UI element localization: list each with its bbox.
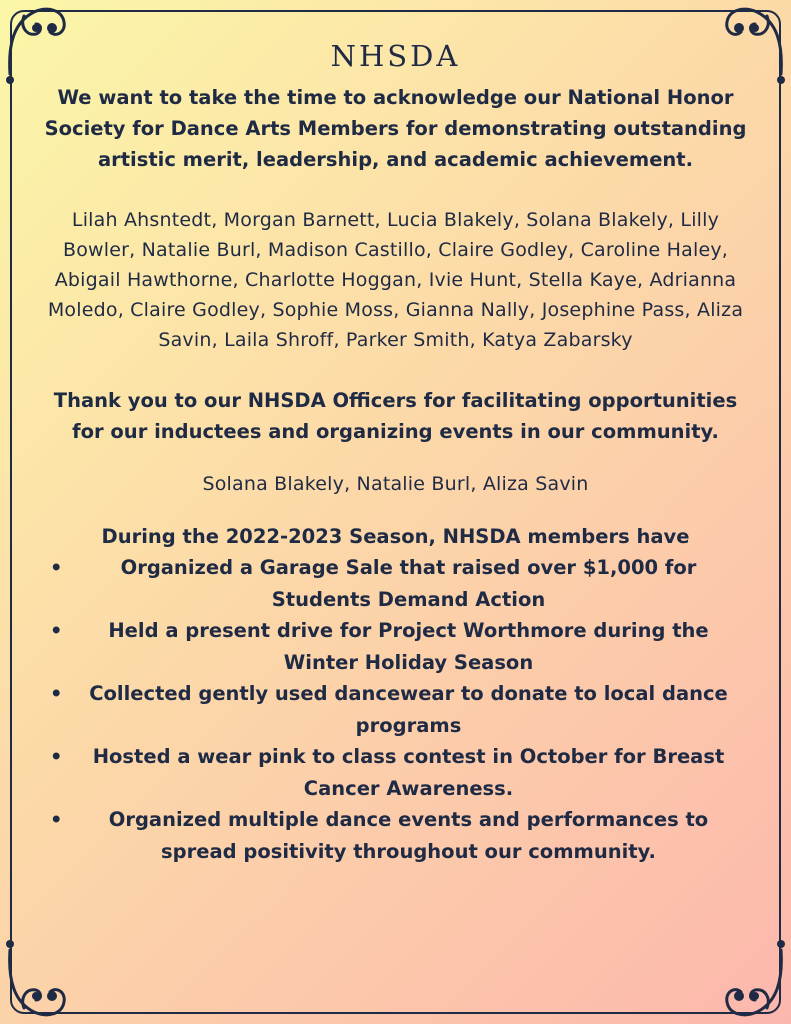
intro-text: We want to take the time to acknowledge our National Honor Society for Dance Arts Members for demonstrating outstanding artistic merit, leadership, and academic achievement. [44, 86, 747, 171]
flyer-content [40, 36, 751, 867]
officers-heading: Thank you to our NHSDA Officers for facilitating opportunities for our inductees and organizing events in our community. [53, 389, 738, 443]
flourish-corner-icon [707, 940, 787, 1020]
bullet-icon: • [50, 619, 63, 642]
list-item: • Held a present drive for Project Worthmore during the Winter Holiday Season [40, 615, 751, 678]
bullet-icon: • [50, 682, 63, 705]
accomplishments-list [40, 552, 751, 867]
list-item: • Organized a Garage Sale that raised over $1,000 for Students Demand Action [40, 552, 751, 615]
bullet-icon: • [50, 745, 63, 768]
season-heading: During the 2022-2023 Season, NHSDA members have [101, 525, 690, 548]
list-item: • Collected gently used dancewear to donate to local dance programs [40, 678, 751, 741]
page-title: NHSDA [330, 39, 461, 73]
bullet-icon: • [50, 556, 63, 579]
list-item: • Organized multiple dance events and performances to spread positivity throughout our community. [40, 804, 751, 867]
members-list: Lilah Ahsntedt, Morgan Barnett, Lucia Blakely, Solana Blakely, Lilly Bowler, Natalie Burl, Madison Castillo, Claire Godley, Caroline Haley, Abigail Hawthorne, Charlotte Hoggan, Ivie Hunt, Stella Kaye, Adrianna Moledo, Claire Godley, Sophie Moss, Gianna Nally, Josephine Pass, Aliza Savin, Laila Shroff, Parker Smith, Katya Zabarsky [47, 209, 744, 351]
list-item: • Hosted a wear pink to class contest in October for Breast Cancer Awareness. [40, 741, 751, 804]
flourish-corner-icon [4, 940, 84, 1020]
bullet-icon: • [50, 808, 63, 831]
officers-list: Solana Blakely, Natalie Burl, Aliza Savin [202, 473, 589, 495]
